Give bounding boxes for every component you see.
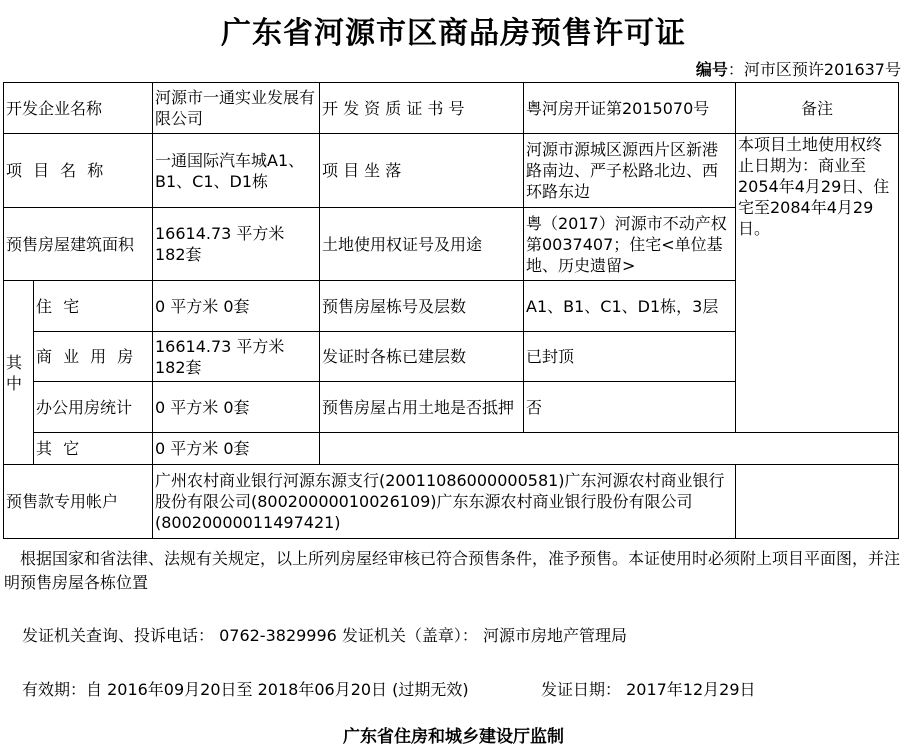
certificate-number: 编号：河市区预许201637号 (695, 60, 901, 79)
account-value: 广州农村商业银行河源东源支行(20011086000000581)广东河源农村商业银行股份有限公司(80020000010026109)广东东源农村商业银行股份有限公司(80020000011497421) (153, 465, 736, 539)
project-location-value: 河源市源城区源西片区新港路南边、严子松路北边、西环路东边 (524, 134, 736, 208)
project-name-value: 一通国际汽车城A1、B1、C1、D1栋 (153, 134, 320, 208)
account-blank-cell (736, 465, 899, 539)
mortgage-label: 预售房屋占用土地是否抵押 (320, 382, 524, 433)
project-location-label: 项 目 坐 落 (320, 134, 524, 208)
certificate-table (3, 82, 899, 539)
qualification-value: 粤河房开证第2015070号 (524, 83, 736, 134)
area-value: 16614.73 平方米 182套 (153, 208, 320, 281)
land-cert-label: 土地使用权证号及用途 (320, 208, 524, 281)
of-which-label: 其 中 (4, 281, 34, 465)
area-label: 预售房屋建筑面积 (4, 208, 153, 281)
developer-value: 河源市一通实业发展有限公司 (153, 83, 320, 134)
number-value: 河市区预许201637号 (743, 60, 901, 79)
other-value: 0 平方米 0套 (153, 433, 320, 465)
office-value: 0 平方米 0套 (153, 382, 320, 433)
residential-label: 住 宅 (34, 281, 153, 332)
commercial-label: 商 业 用 房 (34, 332, 153, 382)
empty-cell (320, 433, 899, 465)
project-name-label: 项 目 名 称 (4, 134, 153, 208)
approval-statement: 根据国家和省法律、法规有关规定，以上所列房屋经审核已符合预售条件，准予预售。本证使用时必须附上项目平面图，并注明预售房屋各栋位置 (4, 549, 901, 592)
built-floors-value: 已封顶 (524, 332, 736, 382)
buildings-label: 预售房屋栋号及层数 (320, 281, 524, 332)
land-cert-value: 粤（2017）河源市不动产权第0037407；住宅<单位基地、历史遗留> (524, 208, 736, 281)
certificate-title: 广东省河源市区商品房预售许可证 (221, 16, 686, 51)
buildings-value: A1、B1、C1、D1栋，3层 (524, 281, 736, 332)
qualification-label: 开 发 资 质 证 书 号 (320, 83, 524, 134)
remark-value: 本项目土地使用权终止日期为：商业至2054年4月29日、住宅至2084年4月29日。 (736, 134, 899, 433)
other-label: 其 它 (34, 433, 153, 465)
developer-label: 开发企业名称 (4, 83, 153, 134)
built-floors-label: 发证时各栋已建层数 (320, 332, 524, 382)
validity-period: 有效期：自 2016年09月20日至 2018年06月20日 (过期无效) (22, 680, 469, 699)
residential-value: 0 平方米 0套 (153, 281, 320, 332)
office-label: 办公用房统计 (34, 382, 153, 433)
commercial-value: 16614.73 平方米 182套 (153, 332, 320, 382)
supervisor-footer: 广东省住房和城乡建设厅监制 (343, 727, 564, 747)
issue-date: 发证日期： 2017年12月29日 (541, 680, 756, 699)
mortgage-value: 否 (524, 382, 736, 433)
contact-line: 发证机关查询、投诉电话： 0762-3829996 发证机关（盖章）： 河源市房地产管理局 (22, 626, 628, 645)
account-label: 预售款专用帐户 (4, 465, 153, 539)
remark-label: 备注 (736, 83, 899, 134)
number-label: 编号 (695, 60, 728, 79)
